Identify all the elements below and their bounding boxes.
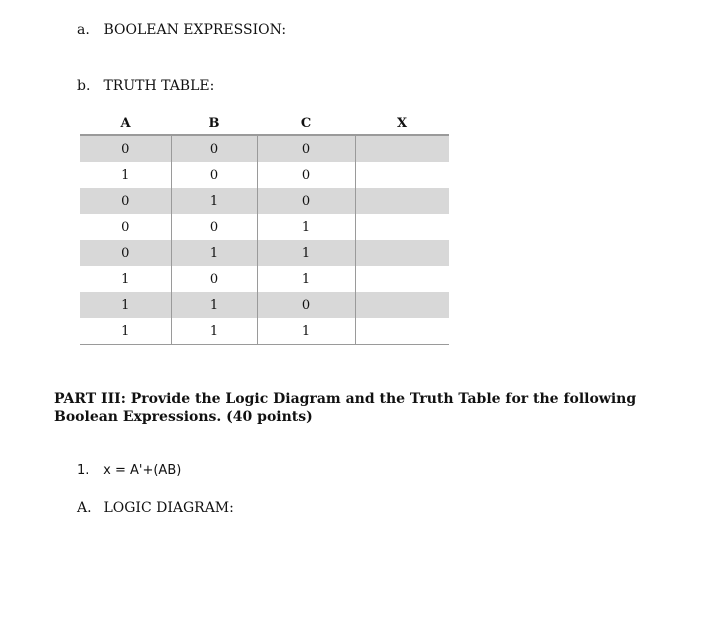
cell-b: 0 — [171, 135, 257, 162]
cell-x — [355, 135, 449, 162]
cell-b: 0 — [171, 162, 257, 188]
table-row — [80, 135, 449, 162]
cell-c: 1 — [257, 266, 355, 292]
cell-x — [355, 214, 449, 240]
list-marker: a. — [77, 22, 90, 38]
cell-c: 1 — [257, 240, 355, 266]
cell-x — [355, 318, 449, 345]
column-header-a: A — [80, 112, 171, 135]
cell-x — [355, 292, 449, 318]
list-marker: 1. — [77, 463, 90, 478]
cell-b: 1 — [171, 292, 257, 318]
cell-a: 0 — [80, 188, 171, 214]
truth-table-heading — [77, 78, 214, 94]
cell-b: 0 — [171, 266, 257, 292]
cell-a: 1 — [80, 318, 171, 345]
cell-x — [355, 188, 449, 214]
cell-b: 1 — [171, 188, 257, 214]
table-row — [80, 292, 449, 318]
cell-c: 0 — [257, 135, 355, 162]
cell-c: 1 — [257, 214, 355, 240]
cell-a: 1 — [80, 266, 171, 292]
boolean-expression-heading — [77, 22, 286, 38]
logic-diagram-label: LOGIC DIAGRAM: — [103, 500, 234, 516]
table-row — [80, 162, 449, 188]
cell-x — [355, 162, 449, 188]
cell-c: 0 — [257, 188, 355, 214]
cell-x — [355, 266, 449, 292]
expression-item — [77, 463, 181, 478]
cell-a: 0 — [80, 214, 171, 240]
list-marker: A. — [77, 500, 92, 516]
column-header-x: X — [355, 112, 449, 135]
cell-a: 0 — [80, 135, 171, 162]
logic-diagram-heading — [77, 500, 234, 516]
table-header-row — [80, 112, 449, 135]
cell-b: 1 — [171, 240, 257, 266]
table-row — [80, 188, 449, 214]
cell-c: 1 — [257, 318, 355, 345]
table-row — [80, 266, 449, 292]
cell-x — [355, 240, 449, 266]
table-row — [80, 214, 449, 240]
truth-table-label: TRUTH TABLE: — [103, 78, 215, 94]
column-header-b: B — [171, 112, 257, 135]
cell-c: 0 — [257, 162, 355, 188]
column-header-c: C — [257, 112, 355, 135]
expression-text: x = A'+(AB) — [103, 463, 182, 478]
truth-table — [80, 112, 449, 345]
list-marker: b. — [77, 78, 91, 94]
cell-a: 1 — [80, 292, 171, 318]
cell-b: 1 — [171, 318, 257, 345]
cell-a: 0 — [80, 240, 171, 266]
table-row — [80, 240, 449, 266]
cell-b: 0 — [171, 214, 257, 240]
boolean-expression-label: BOOLEAN EXPRESSION: — [103, 22, 287, 38]
part-three-heading: PART III: Provide the Logic Diagram and the Truth Table for the following Boolean Expressions. (40 points) — [54, 391, 637, 425]
cell-a: 1 — [80, 162, 171, 188]
cell-c: 0 — [257, 292, 355, 318]
table-row — [80, 318, 449, 345]
